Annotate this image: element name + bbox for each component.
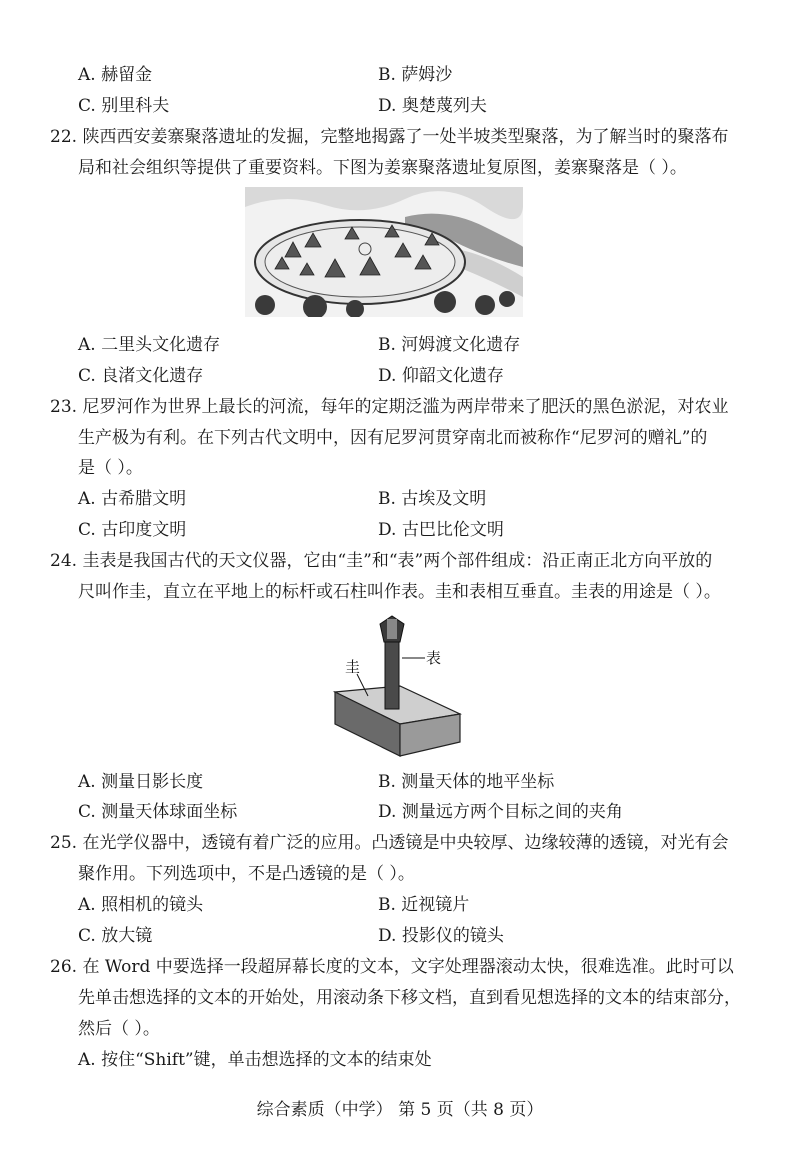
q24-line-1: 24. 圭表是我国古代的天文仪器，它由“圭”和“表”两个部件组成：沿正南正北方向平放的 xyxy=(50,551,713,571)
q24-option-d: D. 测量远方两个目标之间的夹角 xyxy=(378,802,623,822)
q21-option-c: C. 别里科夫 xyxy=(78,96,170,116)
q25-option-c: C. 放大镜 xyxy=(78,926,153,946)
gui-label: 圭 xyxy=(345,658,361,676)
q23-option-c: C. 古印度文明 xyxy=(78,520,187,540)
q26-line-3: 然后（ ）。 xyxy=(78,1019,160,1039)
q23-line-1: 23. 尼罗河作为世界上最长的河流，每年的定期泛滥为两岸带来了肥沃的黑色淤泥，对农业 xyxy=(50,397,729,417)
q21-option-b: B. 萨姆沙 xyxy=(378,65,453,85)
q23-option-d: D. 古巴比伦文明 xyxy=(378,520,504,540)
q23-line-3: 是（ ）。 xyxy=(78,458,143,478)
q24-option-a: A. 测量日影长度 xyxy=(78,772,204,792)
q26-line-2: 先单击想选择的文本的开始处，用滚动条下移文档，直到看见想选择的文本的结束部分， xyxy=(78,988,741,1008)
guibiao-sundial-icon xyxy=(330,614,470,759)
q24-line-2: 尺叫作圭，直立在平地上的标杆或石柱叫作表。圭和表相互垂直。圭表的用途是（ ）。 xyxy=(78,582,721,602)
q23-line-2: 生产极为有利。在下列古代文明中，因有尼罗河贯穿南北而被称作“尼罗河的赠礼”的 xyxy=(78,428,708,448)
q22-line-1: 22. 陕西西安姜寨聚落遗址的发掘，完整地揭露了一处半坡类型聚落，为了解当时的聚落布 xyxy=(50,127,729,147)
q22-line-2: 局和社会组织等提供了重要资料。下图为姜寨聚落遗址复原图，姜寨聚落是（ ）。 xyxy=(78,158,687,178)
q22-option-b: B. 河姆渡文化遗存 xyxy=(378,335,521,355)
q25-option-b: B. 近视镜片 xyxy=(378,895,470,915)
q21-option-d: D. 奥楚蔑列夫 xyxy=(378,96,487,116)
page-footer: 综合素质（中学） 第 5 页（共 8 页） xyxy=(256,1100,544,1120)
q23-option-a: A. 古希腊文明 xyxy=(78,489,187,509)
q25-option-d: D. 投影仪的镜头 xyxy=(378,926,504,946)
q22-option-d: D. 仰韶文化遗存 xyxy=(378,366,504,386)
biao-label: 表 xyxy=(426,649,442,667)
q25-line-1: 25. 在光学仪器中，透镜有着广泛的应用。凸透镜是中央较厚、边缘较薄的透镜，对光有会 xyxy=(50,833,729,853)
q25-line-2: 聚作用。下列选项中，不是凸透镜的是（ ）。 xyxy=(78,864,415,884)
settlement-reconstruction-icon xyxy=(245,187,523,317)
q22-option-a: A. 二里头文化遗存 xyxy=(78,335,221,355)
q25-option-a: A. 照相机的镜头 xyxy=(78,895,204,915)
q21-option-a: A. 赫留金 xyxy=(78,65,153,85)
q26-line-1: 26. 在 Word 中要选择一段超屏幕长度的文本，文字处理器滚动太快，很难选准。此时可以 xyxy=(50,957,734,977)
q23-option-b: B. 古埃及文明 xyxy=(378,489,487,509)
q26-option-a: A. 按住“Shift”键，单击想选择的文本的结束处 xyxy=(78,1050,432,1070)
q24-option-c: C. 测量天体球面坐标 xyxy=(78,802,238,822)
q22-option-c: C. 良渚文化遗存 xyxy=(78,366,204,386)
q24-option-b: B. 测量天体的地平坐标 xyxy=(378,772,555,792)
